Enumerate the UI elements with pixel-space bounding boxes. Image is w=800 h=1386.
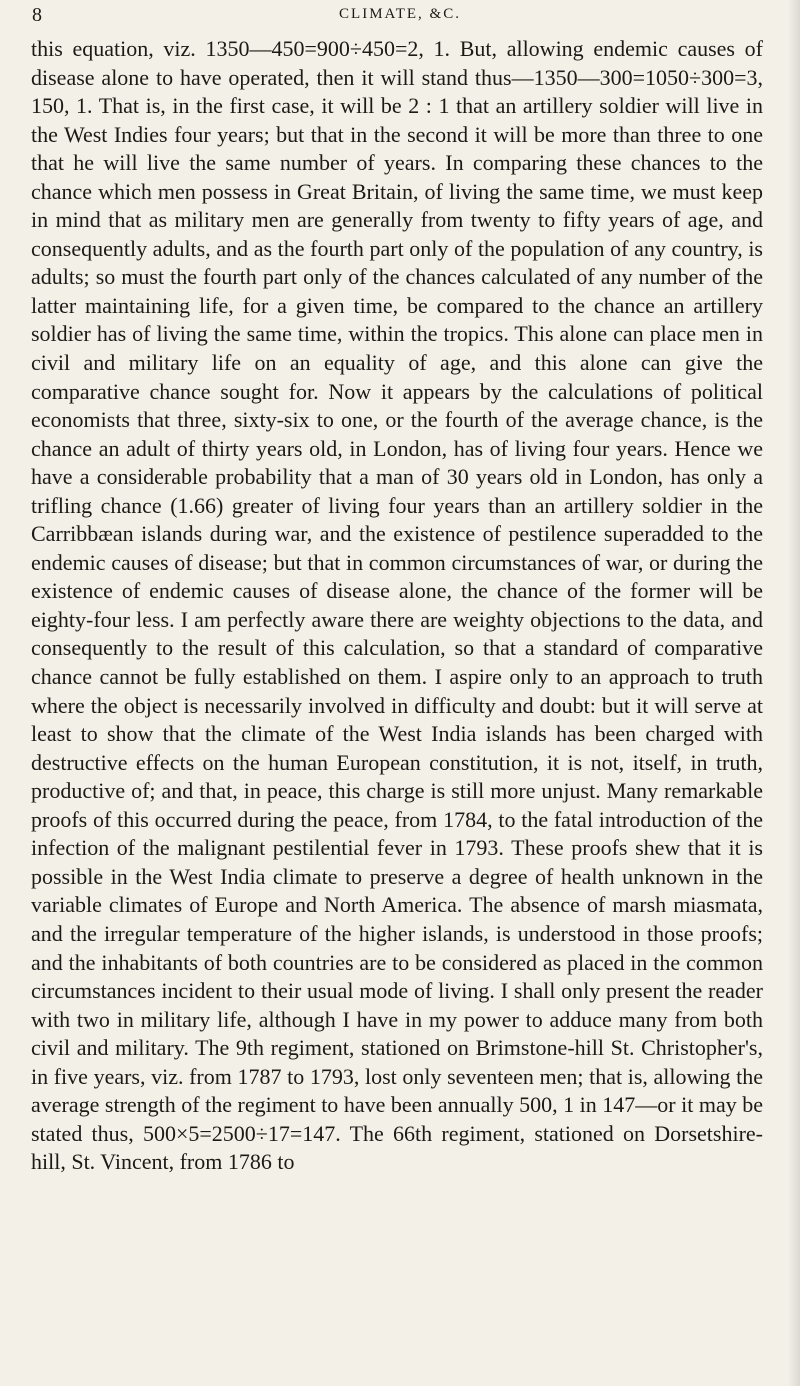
page-number: 8 bbox=[32, 4, 42, 26]
paragraph: this equation, viz. 1350—450=900÷450=2, 1. But, allowing endemic causes of disease alone to have operated, then it will stand thus—1350—300=1050÷300=3, 150, 1. That is, in the first case, it will be 2 : 1 that an artillery soldier will live in the West Indies four years; but that in the second it will be more than three to one that he will live the same number of years. In comparing these chances to the chance which men possess in Great Britain, of living the same time, we must keep in mind that as military men are generally from twenty to fifty years of age, and consequently adults, and as the fourth part only of the population of any country, is adults; so must the fourth part only of the chances calculated of any number of the latter maintaining life, for a given time, be compared to the chance an artillery soldier has of living the same time, within the tropics. This alone can place men in civil and military life on an equality of age, and this alone can give the comparative chance sought for. Now it appears by the calculations of political economists that three, sixty-six to one, or the fourth of the average chance, is the chance an adult of thirty years old, in London, has of living four years. Hence we have a considerable probability that a man of 30 years old in London, has only a trifling chance (1.66) greater of living four years than an artillery soldier in the Carribbæan islands during war, and the existence of pestilence superadded to the endemic causes of disease; but that in common circumstances of war, or during the existence of endemic causes of disease alone, the chance of the former will be eighty-four less. I am perfectly aware there are weighty objections to the data, and consequently to the result of this calculation, so that a standard of comparative chance cannot be fully established on them. I aspire only to an approach to truth where the object is necessarily involved in difficulty and doubt: but it will serve at least to show that the climate of the West India islands has been charged with destructive effects on the human European constitution, it is not, itself, in truth, productive of; and that, in peace, this charge is still more unjust. Many remarkable proofs of this occurred during the peace, from 1784, to the fatal introduction of the infection of the malignant pestilential fever in 1793. These proofs shew that it is possible in the West India climate to preserve a degree of health unknown in the variable climates of Europe and North America. The absence of marsh miasmata, and the irregular temperature of the higher islands, is understood in those proofs; and the inhabitants of both countries are to be considered as placed in the common circumstances incident to their usual mode of living. I shall only present the reader with two in military life, although I have in my power to adduce many from both civil and military. The 9th regiment, stationed on Brimstone-hill St. Christopher's, in five years, viz. from 1787 to 1793, lost only seventeen men; that is, allowing the average strength of the regiment to have been annually 500, 1 in 147—or it may be stated thus, 500×5=2500÷17=147. The 66th regiment, stationed on Dorsetshire-hill, St. Vincent, from 1786 to bbox=[31, 36, 763, 1175]
running-title: CLIMATE, &C. bbox=[339, 6, 461, 22]
page-edge-shadow bbox=[788, 0, 800, 1386]
body-text bbox=[31, 35, 763, 1177]
